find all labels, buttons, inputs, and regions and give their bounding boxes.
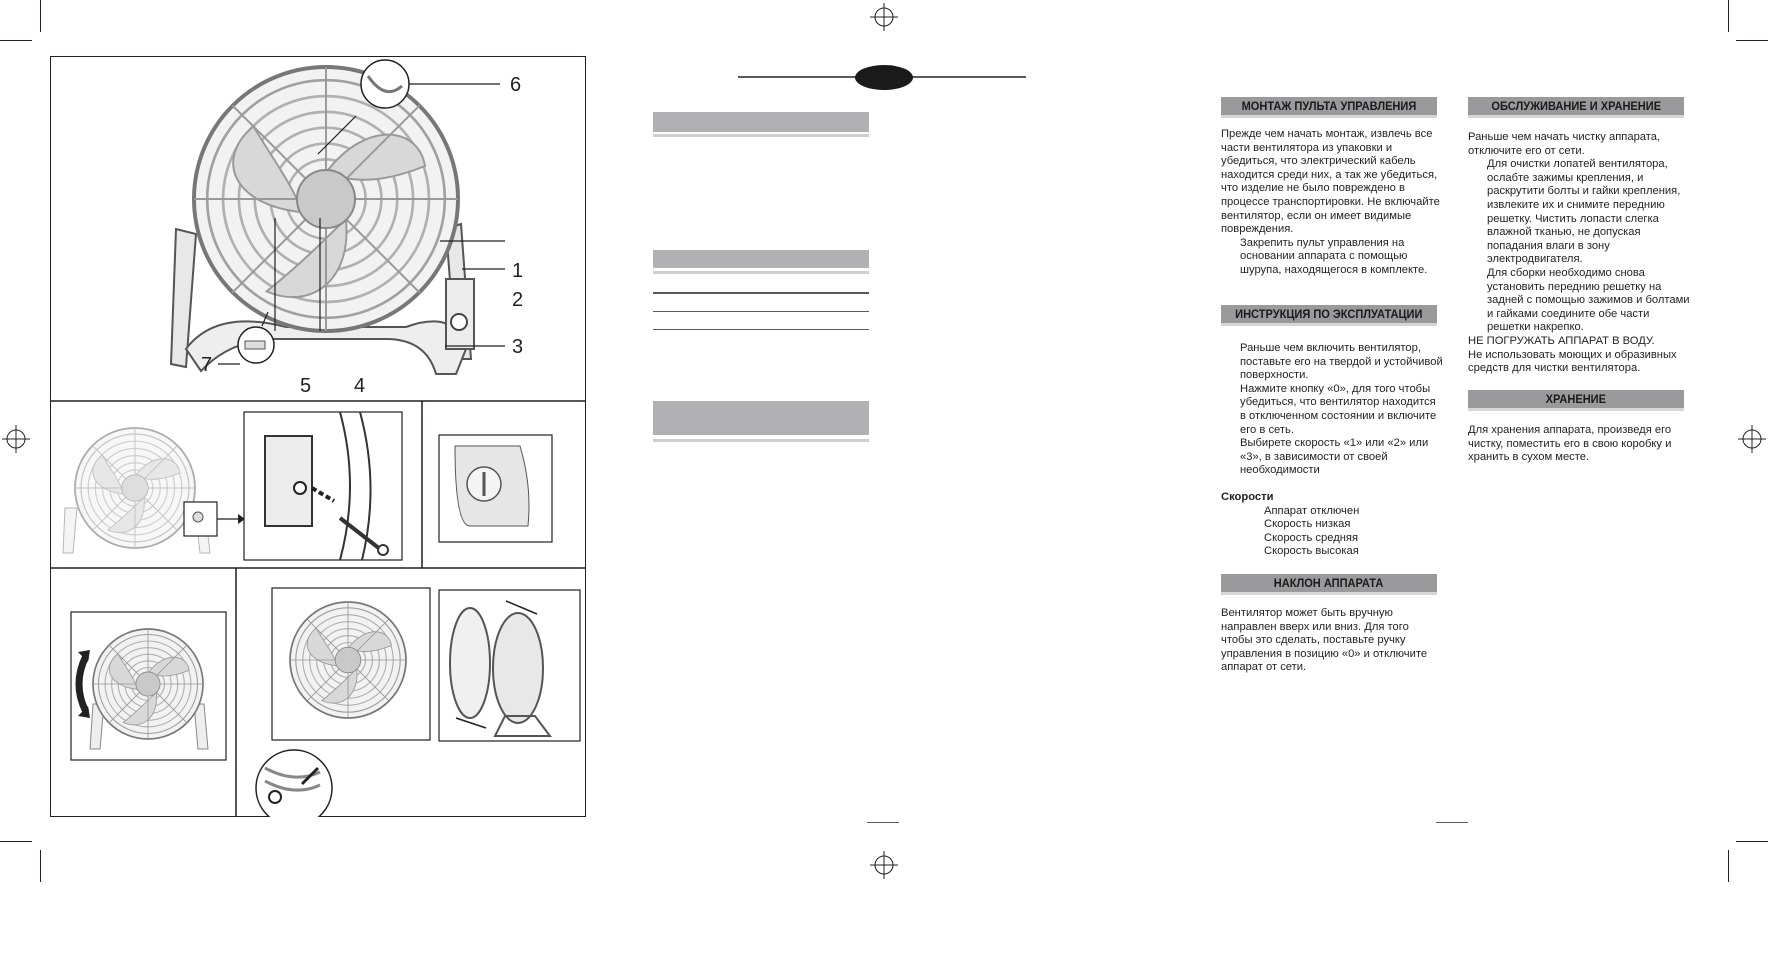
callout-number: 4 bbox=[354, 375, 366, 397]
section-rule bbox=[653, 439, 869, 442]
crop-mark bbox=[0, 40, 32, 41]
speed-item: Аппарат отключен bbox=[1264, 504, 1360, 517]
operation-text bbox=[1221, 342, 1443, 478]
language-tab bbox=[855, 65, 913, 90]
section-rule bbox=[653, 271, 869, 274]
mount-text bbox=[1221, 128, 1443, 278]
section-rule bbox=[653, 292, 869, 294]
crop-mark bbox=[0, 841, 32, 842]
paragraph: Для очистки лопатей вентилятора, ослабте зажимы крепления, и раскрутити болты и гайки крепления, извлеките их и снимите переднию решетку. Чистить лопасти слегка влажной тканью, не допуская попадания влаги в зону электродвигателя. bbox=[1487, 158, 1681, 266]
paragraph: Прежде чем начать монтаж, извлечь все части вентилятора из упаковки и убедиться, что электрический кабель находится среди них, а так же убедиться, что изделие не было повреждено в процессе транспортировки. Не включайте вентилятор, если он имеет видимые повреждения. bbox=[1221, 128, 1440, 236]
page-number-rule bbox=[867, 822, 899, 823]
callout-number: 3 bbox=[512, 336, 524, 358]
section-header-tilt: НАКЛОН АППАРАТА bbox=[1221, 574, 1437, 595]
callout-number: 6 bbox=[510, 74, 522, 96]
fan-illustrations bbox=[50, 56, 586, 817]
paragraph: Для сборки необходимо снова установить переднию решетку на задней с помощью зажимов и болтами и гайками соедините обе части решетки накрепко. bbox=[1487, 266, 1690, 334]
maintenance-text bbox=[1468, 131, 1690, 376]
registration-mark-icon bbox=[1738, 425, 1766, 453]
page-number-rule bbox=[1436, 822, 1468, 823]
crop-mark bbox=[1736, 40, 1768, 41]
section-header-mount: МОНТАЖ ПУЛЬТА УПРАВЛЕНИЯ bbox=[1221, 97, 1437, 118]
section-header-maintenance: ОБСЛУЖИВАНИЕ И ХРАНЕНИЕ bbox=[1468, 97, 1684, 118]
storage-text bbox=[1468, 424, 1690, 465]
section-bar bbox=[653, 112, 869, 132]
section-bar bbox=[653, 401, 869, 435]
registration-mark-icon bbox=[870, 851, 898, 879]
crop-mark bbox=[1728, 850, 1729, 882]
section-header-storage: ХРАНЕНИЕ bbox=[1468, 390, 1684, 411]
speed-item: Скорость высокая bbox=[1264, 545, 1359, 558]
paragraph: НЕ ПОГРУЖАТЬ АППАРАТ В ВОДУ. bbox=[1468, 334, 1655, 347]
registration-mark-icon bbox=[2, 425, 30, 453]
speeds-title: Скорости bbox=[1221, 491, 1274, 503]
section-rule bbox=[653, 329, 869, 330]
section-rule bbox=[653, 311, 869, 312]
callout-number: 7 bbox=[201, 354, 213, 376]
callout-number: 2 bbox=[512, 289, 524, 311]
paragraph: Нажмите кнопку «0», для того чтобы убедиться, что вентилятор находится в отключенном состоянии и включите его в сеть. bbox=[1240, 382, 1437, 436]
paragraph: Раньше чем начать чистку аппарата, отключите его от сети. bbox=[1468, 131, 1661, 157]
speeds-list bbox=[1221, 491, 1443, 559]
paragraph: Закрепить пульт управления на основании аппарата с помощью шурупа, находящегося в комплекте. bbox=[1240, 236, 1428, 276]
speed-item: Скорость низкая bbox=[1264, 518, 1351, 531]
registration-mark-icon bbox=[870, 3, 898, 31]
paragraph: Не использовать моющих и образивных средств для чистки вентилятора. bbox=[1468, 348, 1677, 375]
crop-mark bbox=[40, 850, 41, 882]
section-rule bbox=[653, 134, 869, 137]
crop-mark bbox=[1736, 841, 1768, 842]
callout-number: 5 bbox=[300, 375, 312, 397]
paragraph: Для хранения аппарата, произведя его чистку, поместить его в свою коробку и хранить в сухом месте. bbox=[1468, 424, 1672, 464]
paragraph: Раньше чем включить вентилятор, поставьте его на твердой и устойчивой поверхности. bbox=[1240, 342, 1443, 382]
crop-mark bbox=[40, 0, 41, 32]
section-bar bbox=[653, 250, 869, 268]
speed-item: Скорость средняя bbox=[1264, 531, 1359, 544]
callout-number: 1 bbox=[512, 260, 524, 282]
section-header-operation: ИНСТРУКЦИЯ ПО ЭКСПЛУАТАЦИИ bbox=[1221, 305, 1437, 326]
crop-mark bbox=[1728, 0, 1729, 32]
paragraph: Выбирете скорость «1» или «2» или «3», в зависимости от своей необходимости bbox=[1240, 437, 1429, 477]
paragraph: Вентилятор может быть вручную направлен вверх или вниз. Для того чтобы это сделать, поставьте ручку управления в позицию «0» и отключите аппарат от сети. bbox=[1221, 607, 1428, 674]
tilt-text bbox=[1221, 607, 1443, 675]
